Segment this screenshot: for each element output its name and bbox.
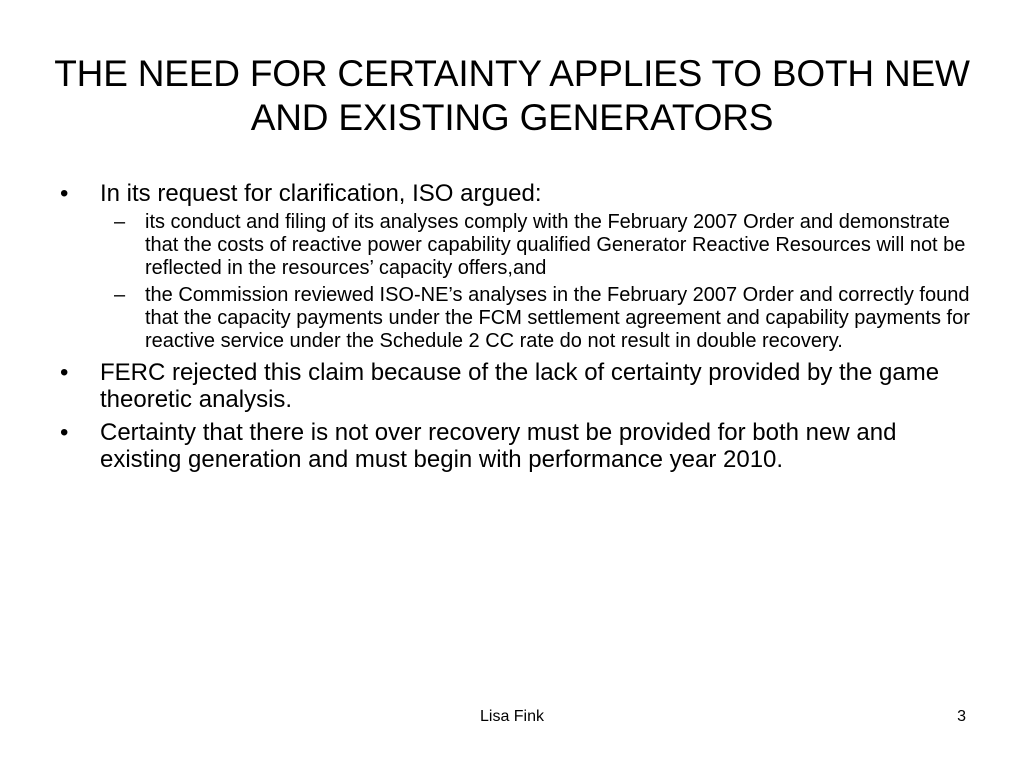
bullet-text: FERC rejected this claim because of the lack of certainty provided by the game theoretic analysis.	[100, 359, 940, 413]
sub-bullet-marker: –	[114, 284, 126, 306]
footer-author: Lisa Fink	[479, 708, 545, 725]
sub-bullet-list	[100, 211, 976, 353]
bullet-item	[56, 180, 976, 353]
bullet-text: Certainty that there is not over recovery must be provided for both new and existing generation and must begin with performance year 2010.	[100, 419, 897, 473]
bullet-marker: •	[60, 419, 69, 446]
bullet-item	[56, 419, 976, 473]
page-number: 3	[957, 708, 966, 725]
bullet-marker: •	[60, 180, 69, 207]
bullet-marker: •	[60, 359, 69, 386]
bullet-list	[56, 180, 976, 479]
sub-bullet-marker: –	[114, 211, 126, 233]
sub-bullet-item	[100, 211, 976, 280]
bullet-item	[56, 359, 976, 413]
sub-bullet-text: the Commission reviewed ISO-NE’s analyses in the February 2007 Order and correctly found that the capacity payments under the FCM settlement agreement and capability payments for reactive service under the Schedule 2 CC rate do not result in double recovery.	[145, 284, 970, 352]
slide-title: THE NEED FOR CERTAINTY APPLIES TO BOTH NEW AND EXISTING GENERATORS	[54, 53, 970, 138]
sub-bullet-item	[100, 284, 976, 353]
bullet-text: In its request for clarification, ISO argued:	[100, 180, 542, 207]
sub-bullet-text: its conduct and filing of its analyses comply with the February 2007 Order and demonstrate that the costs of reactive power capability qualified Generator Reactive Resources will not be reflected in the resources’ capacity offers,and	[145, 211, 966, 279]
